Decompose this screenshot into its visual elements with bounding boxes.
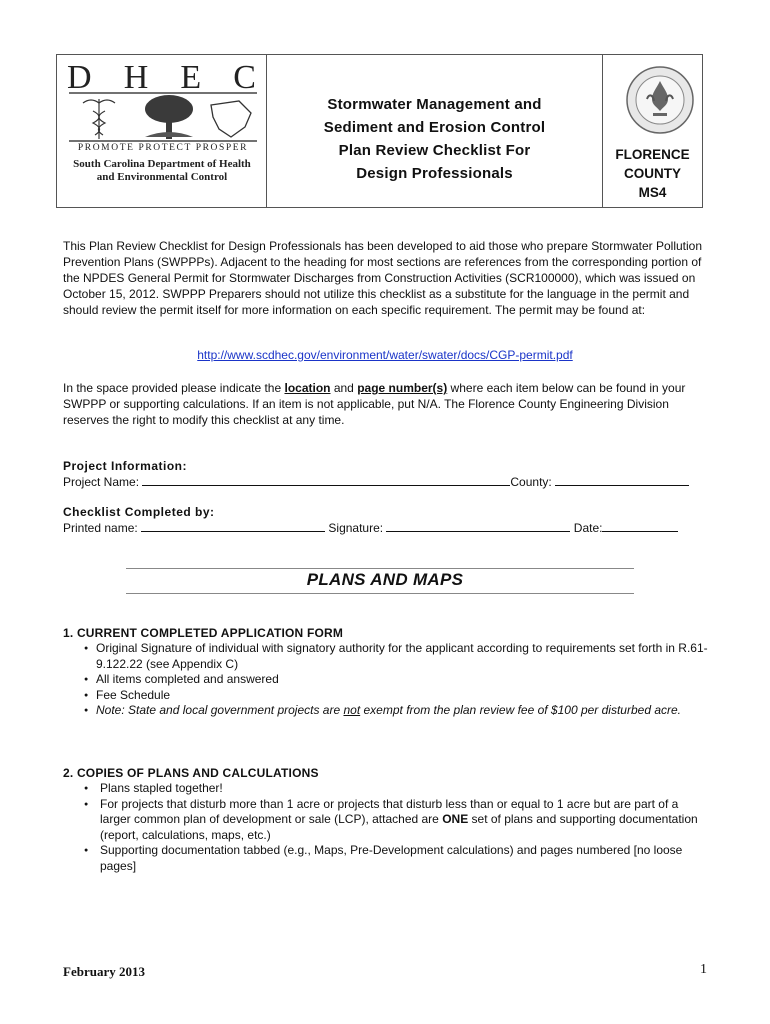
dhec-letter: D (67, 59, 93, 96)
page-number: 1 (700, 962, 707, 977)
county-field[interactable] (555, 474, 689, 486)
list-item-text: set of plans and supporting documentation (report, calculations, maps, etc.) (100, 812, 698, 842)
county-label: County: (510, 475, 552, 489)
title-line: Plan Review Checklist For (338, 142, 531, 159)
checklist-completed-heading: Checklist Completed by: (63, 505, 215, 519)
project-info-section (63, 458, 713, 490)
county-line: FLORENCE (615, 147, 690, 162)
signature-field[interactable] (386, 520, 570, 532)
dhec-letter: C (233, 59, 257, 96)
footer-date: February 2013 (63, 964, 145, 979)
section-rule-top (126, 568, 634, 569)
intro-paragraph: This Plan Review Checklist for Design Professionals has been developed to aid those who prepare Stormwater Pollution Prevention Plans (SWPPPs). Adjacent to the heading for most sections are references from the corresponding portion of the NPDES General Permit for Stormwater Discharges from Construction Activities (SCR100000), which was issued on October 15, 2012. SWPPP Preparers should not utilize this checklist as a substitute for the language in the permit and should review the permit itself for more information on each specific requirement. The permit may be found at: (63, 239, 703, 317)
dhec-letter: E (180, 59, 203, 96)
list-item (86, 797, 712, 844)
county-cell (603, 55, 702, 207)
dhec-motto: PROMOTE PROTECT PROSPER (77, 143, 249, 153)
list-item: ● Fee Schedule (86, 688, 712, 704)
checklist-completed-section (63, 504, 713, 536)
dhec-logo-emblem (69, 91, 257, 143)
list-item-note (86, 703, 712, 719)
note-emphasis: not (343, 703, 361, 717)
page-numbers-emphasis: page number(s) (357, 381, 448, 395)
date-label: Date: (573, 521, 603, 535)
title-line: Stormwater Management and (327, 96, 542, 113)
dhec-department-line: and Environmental Control (96, 171, 228, 183)
instructions-text: In the space provided please indicate the (63, 381, 285, 395)
list-item: ● All items completed and answered (86, 672, 712, 688)
title-line: Sediment and Erosion Control (323, 119, 546, 136)
project-info-heading: Project Information: (63, 459, 188, 473)
instructions-text: and (330, 381, 358, 395)
list-item-text: For projects that disturb more than 1 acre or projects that disturb less than or equal to 1 acre but are part of a larger common plan of development or sale (LCP), attached are (100, 796, 679, 826)
signature-label: Signature: (328, 521, 384, 535)
list-item: ● Supporting documentation tabbed (e.g., Maps, Pre-Development calculations) and pages numbered [no loose pages] (86, 843, 712, 874)
note-text: exempt from the plan review fee of $100 per disturbed acre. (360, 703, 682, 717)
section-title: PLANS AND MAPS (306, 570, 464, 589)
title-cell (267, 55, 603, 207)
project-name-field[interactable] (142, 474, 510, 486)
item-1-bullets (86, 641, 712, 719)
item-heading: 1. CURRENT COMPLETED APPLICATION FORM (63, 626, 344, 640)
item-2-bullets (86, 781, 712, 874)
project-info-row (63, 474, 713, 490)
printed-name-field[interactable] (141, 520, 325, 532)
project-name-label: Project Name: (63, 475, 140, 489)
printed-name-label: Printed name: (63, 521, 138, 535)
item-heading: 2. COPIES OF PLANS AND CALCULATIONS (63, 766, 319, 780)
document-title (267, 93, 602, 185)
date-field[interactable] (602, 520, 678, 532)
dhec-letter: H (123, 59, 150, 96)
location-emphasis: location (284, 381, 331, 395)
county-seal-icon (625, 65, 695, 135)
section-rule-bottom (126, 593, 634, 594)
list-item-emphasis: ONE (442, 812, 469, 826)
instructions-paragraph (63, 380, 713, 428)
checklist-completed-row (63, 520, 713, 536)
palmetto-tree-icon (145, 95, 193, 139)
dhec-department-name (65, 158, 259, 184)
title-line: Design Professionals (356, 165, 513, 182)
county-line: MS4 (638, 185, 667, 200)
list-item: ● Plans stapled together! (86, 781, 712, 797)
county-name (603, 145, 702, 202)
dhec-logo-cell (57, 55, 267, 207)
county-line: COUNTY (624, 166, 681, 181)
permit-link[interactable]: http://www.scdhec.gov/environment/water/swater/docs/CGP-permit.pdf (197, 348, 573, 362)
instructions-text: where each item below can be found in your SWPPP or supporting calculations. If an item is not applicable, put N/A. The Florence County Engineering Division reserves the right to modify this checklist at any time. (63, 381, 686, 427)
note-text: Note: State and local government projects are (96, 703, 344, 717)
dhec-department-line: South Carolina Department of Health (73, 158, 251, 170)
caduceus-icon (83, 99, 115, 139)
south-carolina-map-icon (211, 101, 251, 137)
document-header (56, 54, 703, 208)
list-item: ● Original Signature of individual with signatory authority for the applicant according to requirements set forth in R.61-9.122.22 (see Appendix C) (86, 641, 712, 672)
